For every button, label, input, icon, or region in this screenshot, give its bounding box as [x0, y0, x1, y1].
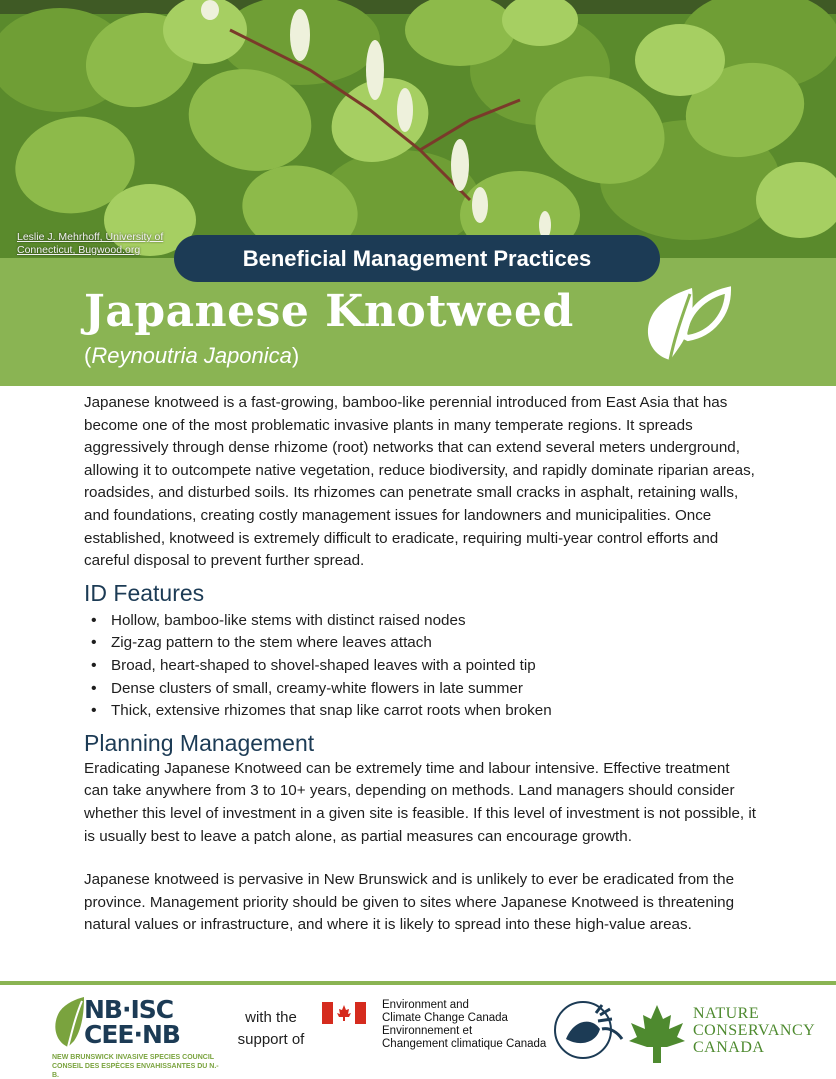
nbisc-subtitle: [52, 1053, 222, 1079]
paren-open: (: [84, 343, 92, 368]
list-item: • Dense clusters of small, creamy-white flowers in late summer: [84, 678, 756, 701]
leaf-icon: [640, 284, 732, 364]
list-item: • Hollow, bamboo-like stems with distinct raised nodes: [84, 610, 756, 633]
id-features-heading: ID Features: [84, 579, 205, 606]
list-item: • Zig-zag pattern to the stem where leaves attach: [84, 632, 756, 655]
paren-close: ): [291, 343, 300, 368]
ncc-maple-leaf-icon: [627, 1003, 687, 1065]
ncc-wordmark: [693, 1005, 815, 1056]
ncc-line: CONSERVANCY: [693, 1022, 816, 1039]
page-title: Japanese Knotweed: [84, 286, 574, 337]
eccc-line: Environnement et: [382, 1025, 473, 1037]
canada-flag-icon: [322, 1002, 366, 1024]
series-pill: Beneficial Management Practices: [174, 235, 660, 282]
ncc-line: CANADA: [693, 1039, 765, 1056]
list-item: • Thick, extensive rhizomes that snap like carrot roots when broken: [84, 700, 756, 723]
intro-paragraph: Japanese knotweed is a fast-growing, bamboo-like perennial introduced from East Asia that has become one of the most problematic invasive plants in many temperate regions. It spreads aggressively through dense rhizome (root) networks that can extend several meters underground, allowing it to outcompete native vegetation, reduce biodiversity, and rapidly dominate riparian areas, roadsides, and disturbed soils. Its rhizomes can penetrate small cracks in asphalt, retaining walls, and foundations, creating costly management issues for landowners and municipalities. Once established, knotweed is extremely difficult to eradicate, requiring multi-year control efforts and careful disposal to prevent further spread.: [84, 394, 755, 570]
planning-paragraph-2: Japanese knotweed is pervasive in New Brunswick and is unlikely to ever be eradicated from the province. Management priority should be given to sites where Japanese Knotweed is threatening natural values or infrastructure, and where it is likely to spread into these high-value areas.: [84, 871, 735, 934]
list-item: • Broad, heart-shaped to shovel-shaped leaves with a pointed tip: [84, 655, 756, 678]
nbisc-line-2: CEE·NB: [84, 1020, 180, 1049]
eccc-line: Environment and: [382, 999, 469, 1011]
eccc-logo-text: [382, 999, 546, 1051]
photo-credit[interactable]: Leslie J. Mehrhoff, University of Connecticut, Bugwood.org: [17, 231, 164, 256]
nbisc-line-1: NB·ISC: [84, 995, 174, 1024]
eccc-line: Changement climatique Canada: [382, 1038, 547, 1050]
planning-heading: Planning Management: [84, 729, 315, 756]
scientific-name-text: Reynoutria Japonica: [91, 343, 292, 368]
nbisc-wordmark: [84, 997, 180, 1047]
hero-photo: [0, 0, 836, 262]
scientific-name: [84, 343, 299, 369]
wildlife-trust-fund-logo: [552, 999, 624, 1061]
nbisc-sub-en: NEW BRUNSWICK INVASIVE SPECIES COUNCIL: [52, 1054, 215, 1061]
ncc-line: NATURE: [693, 1005, 760, 1022]
knotweed-foliage-illustration: [0, 0, 836, 262]
nbisc-leaf-icon: [52, 997, 86, 1049]
nbisc-logo: [52, 995, 222, 1079]
planning-paragraph-1: Eradicating Japanese Knotweed can be extremely time and labour intensive. Effective treatment can take anywhere from 3 to 10+ years, depending on methods. Land managers should consider whether this level of investment in a given site is feasible. If this level of investment is not possible, it is usually best to leave a patch alone, as partial measures can encourage growth.: [84, 759, 756, 845]
footer: [0, 985, 836, 1079]
nbisc-sub-fr: CONSEIL DES ESPÈCES ENVAHISSANTES DU N.-B.: [52, 1063, 219, 1079]
eccc-line: Climate Change Canada: [382, 1012, 508, 1024]
id-features-list: [84, 610, 756, 723]
main-content: [84, 392, 756, 937]
support-text: with the support of: [237, 1009, 305, 1048]
